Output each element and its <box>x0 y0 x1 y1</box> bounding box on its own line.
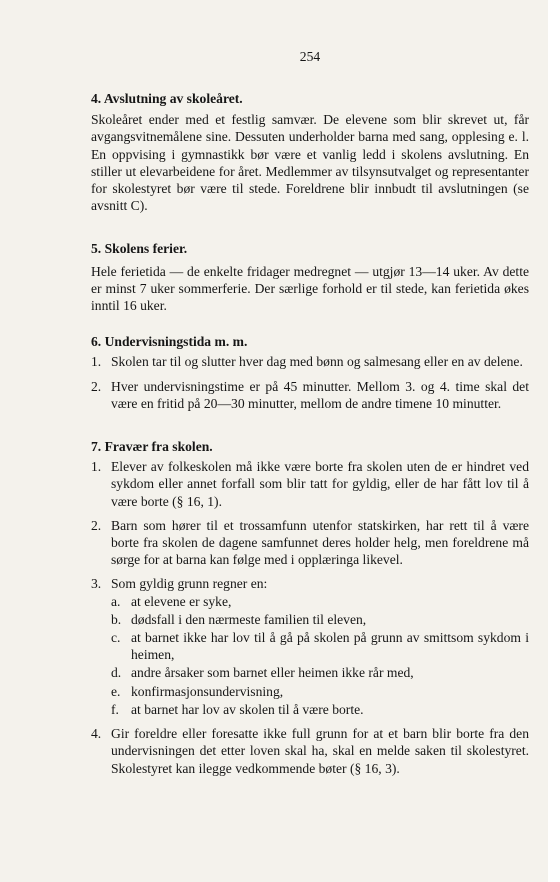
sublist-item-letter: c. <box>111 630 121 646</box>
list-item-number: 2. <box>91 378 102 394</box>
list-item <box>91 725 529 777</box>
list-item <box>91 458 529 510</box>
sublist-item <box>111 701 529 718</box>
list-item-text: Hver undervisningstime er på 45 minutter. Mellom 3. og 4. time skal det være en fritid på 20—30 minutter, mellom de andre timene 10 minutter. <box>111 378 529 411</box>
sublist-item-text: andre årsaker som barnet eller heimen ikke rår med, <box>131 665 414 681</box>
list-item-text: Som gyldig grunn regner en: <box>111 576 268 592</box>
sublist-item-text: dødsfall i den nærmeste familien til eleven, <box>131 611 367 627</box>
list-item-number: 1. <box>91 459 102 475</box>
sublist-item-text: konfirmasjonsundervisning, <box>131 683 284 699</box>
page-margin-edge <box>548 0 560 882</box>
list-item-number: 1. <box>91 354 102 370</box>
sublist-item <box>111 664 529 681</box>
sublist-item-text: at elevene er syke, <box>131 593 232 609</box>
list-item <box>91 378 529 412</box>
sublist-item-letter: a. <box>111 593 121 609</box>
section-paragraph-avslutning: Skoleåret ender med et festlig samvær. De elevene som blir skrevet ut, får avgangsvitnemålene sine. Dessuten underholder barna med sang, opplesing e. l. En oppvising i gymnastikk bør være et vanlig ledd i skolens avslutning. En stiller ut elevarbeidene for året. Medlemmer av tilsynsutvalget og representanter for skolestyret bør være til stede. Foreldrene blir innbudt til avslutningen (se avsnitt C). <box>91 112 529 214</box>
list-item-number: 4. <box>91 726 102 742</box>
page-number: 254 <box>299 49 321 64</box>
list-item <box>91 575 529 718</box>
sublist-item-text: at barnet har lov av skolen til å være borte. <box>131 701 364 717</box>
list-item <box>91 517 529 569</box>
sublist-item-letter: d. <box>111 665 122 681</box>
section-heading-avslutning: 4. Avslutning av skoleåret. <box>91 91 243 106</box>
page-content <box>91 48 529 784</box>
sublist-item-letter: f. <box>111 701 119 717</box>
sublist-item-text: at barnet ikke har lov til å gå på skolen på grunn av smittsom sykdom i heimen, <box>131 630 529 663</box>
sublist-item <box>111 593 529 610</box>
list-item-text: Skolen tar til og slutter hver dag med bønn og salmesang eller en av delene. <box>111 354 523 370</box>
list-item-text: Barn som hører til et trossamfunn utenfor statskirken, har rett til å være borte fra skolen de dagene samfunnet deres holder helg, men foreldrene må sørge for at barna kan følge med i opplæringa likevel. <box>111 517 529 568</box>
undervisningstida-list <box>91 353 529 412</box>
section-heading-undervisningstida: 6. Undervisningstida m. m. <box>91 334 248 350</box>
fravaer-list <box>91 458 529 776</box>
list-item <box>91 353 529 370</box>
gyldig-grunn-sublist <box>111 593 529 718</box>
section-paragraph-ferier: Hele ferietida — de enkelte fridager medregnet — utgjør 13—14 uker. Av dette er minst 7 uker sommerferie. Der særlige forhold er til stede, kan ferietida økes inntil 16 uker. <box>91 263 529 314</box>
list-item-number: 2. <box>91 517 102 533</box>
sublist-item <box>111 683 529 700</box>
sublist-item-letter: b. <box>111 611 122 627</box>
sublist-item <box>111 611 529 628</box>
section-heading-ferier: 5. Skolens ferier. <box>91 241 188 257</box>
section-heading-fravaer: 7. Fravær fra skolen. <box>91 439 213 455</box>
list-item-text: Gir foreldre eller foresatte ikke full grunn for at et barn blir borte fra den undervisningen det etter loven skal ha, skal en melde saken til skolestyret. Skolestyret kan ilegge vedkommende bøter (§ 16, 3). <box>111 726 529 776</box>
list-item-text: Elever av folkeskolen må ikke være borte fra skolen uten de er hindret ved sykdom eller annet forfall som blir tatt for gyldig, eller de har fått lov til å være borte (§ 16, 1). <box>111 459 529 509</box>
sublist-item-letter: e. <box>111 683 121 699</box>
list-item-number: 3. <box>91 576 102 592</box>
sublist-item <box>111 629 529 663</box>
